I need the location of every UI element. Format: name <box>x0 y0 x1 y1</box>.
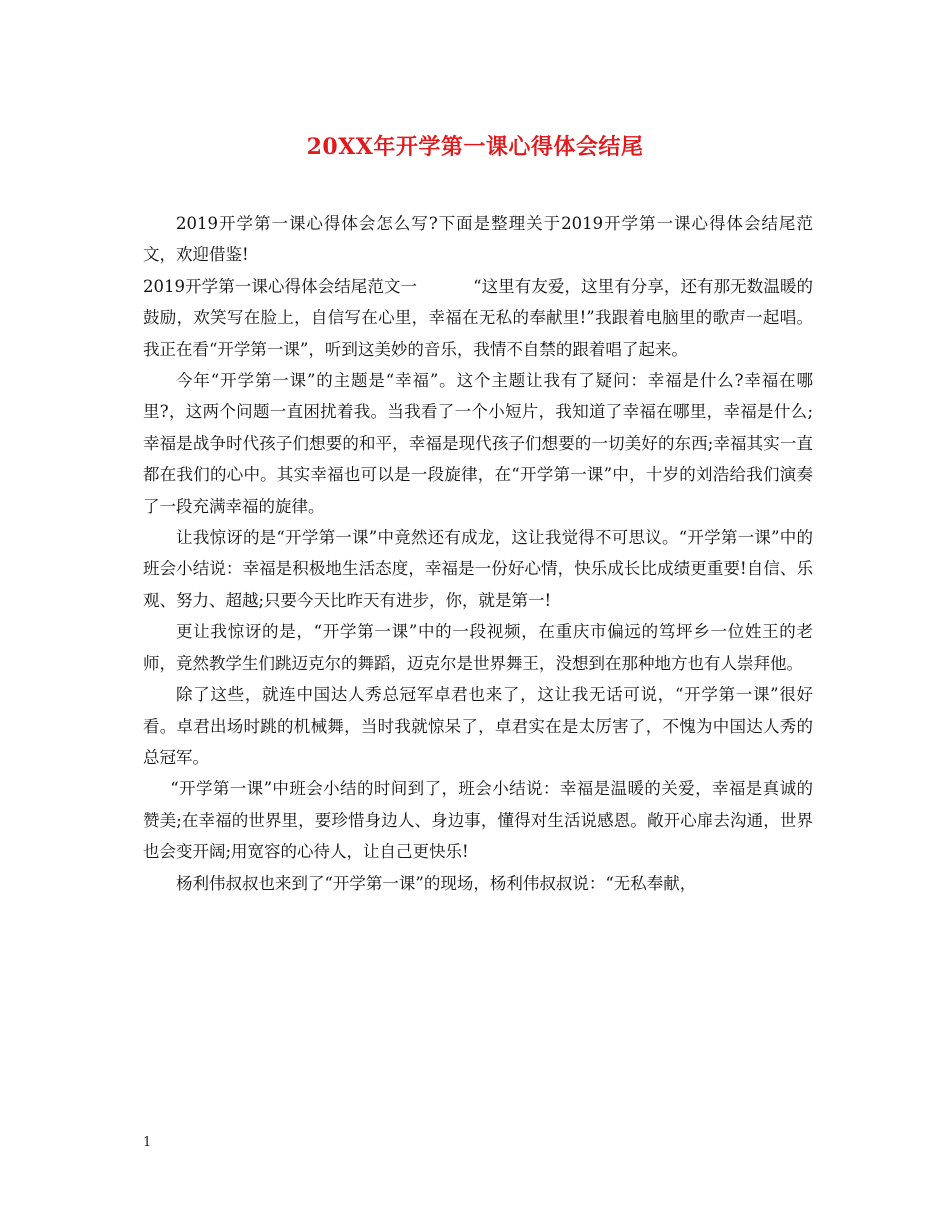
paragraph-jackie-chan: 让我惊讶的是“开学第一课”中竟然还有成龙，这让我觉得不可思议。“开学第一课”中的班会小结说：幸福是积极地生活态度，幸福是一份好心情，快乐成长比成绩更重要!自信、乐观、努力、超越;只要今天比昨天有进步，你，就是第一! <box>143 528 813 610</box>
paragraph-talent-show: 除了这些，就连中国达人秀总冠军卓君也来了，这让我无话可说，“开学第一课”很好看。卓君出场时跳的机械舞，当时我就惊呆了，卓君实在是太厉害了，不愧为中国达人秀的总冠军。 <box>143 685 813 767</box>
document-body <box>143 208 813 899</box>
paragraph-theme: 今年“开学第一课”的主题是“幸福”。这个主题让我有了疑问：幸福是什么?幸福在哪里?，这两个问题一直困扰着我。当我看了一个小短片，我知道了幸福在哪里，幸福是什么;幸福是战争时代孩子们想要的和平，幸福是现代孩子们想要的一切美好的东西;幸福其实一直都在我们的心中。其实幸福也可以是一段旋律，在“开学第一课”中，十岁的刘浩给我们演奏了一段充满幸福的旋律。 <box>143 371 813 516</box>
paragraph-intro: 2019开学第一课心得体会怎么写?下面是整理关于2019开学第一课心得体会结尾范文，欢迎借鉴! <box>143 214 813 265</box>
paragraph-video: 更让我惊讶的是，“开学第一课”中的一段视频，在重庆市偏远的笃坪乡一位姓王的老师，竟然教学生们跳迈克尔的舞蹈，迈克尔是世界舞王，没想到在那种地方也有人崇拜他。 <box>143 622 813 673</box>
paragraph-sample-one <box>143 271 813 365</box>
paragraph-yang-liwei: 杨利伟叔叔也来到了“开学第一课”的现场，杨利伟叔叔说：“无私奉献， <box>176 873 697 893</box>
paragraph-class-summary: “开学第一课”中班会小结的时间到了，班会小结说：幸福是温暖的关爱，幸福是真诚的赞美;在幸福的世界里，要珍惜身边人、身边事，懂得对生活说感恩。敞开心扉去沟通，世界也会变开阔;用宽容的心待人，让自己更快乐! <box>143 779 813 862</box>
sample-text: “这里有友爱，这里有分享，还有那无数温暖的鼓励，欢笑写在脸上，自信写在心里，幸福在无私的奉献里!”我跟着电脑里的歌声一起唱。我正在看“开学第一课”，听到这美妙的音乐，我情不自禁的跟着唱了起来。 <box>143 276 813 359</box>
sample-heading: 2019开学第一课心得体会结尾范文一 <box>143 276 418 296</box>
page-number: 1 <box>143 1135 152 1150</box>
document-title: 20XX年开学第一课心得体会结尾 <box>306 134 644 160</box>
